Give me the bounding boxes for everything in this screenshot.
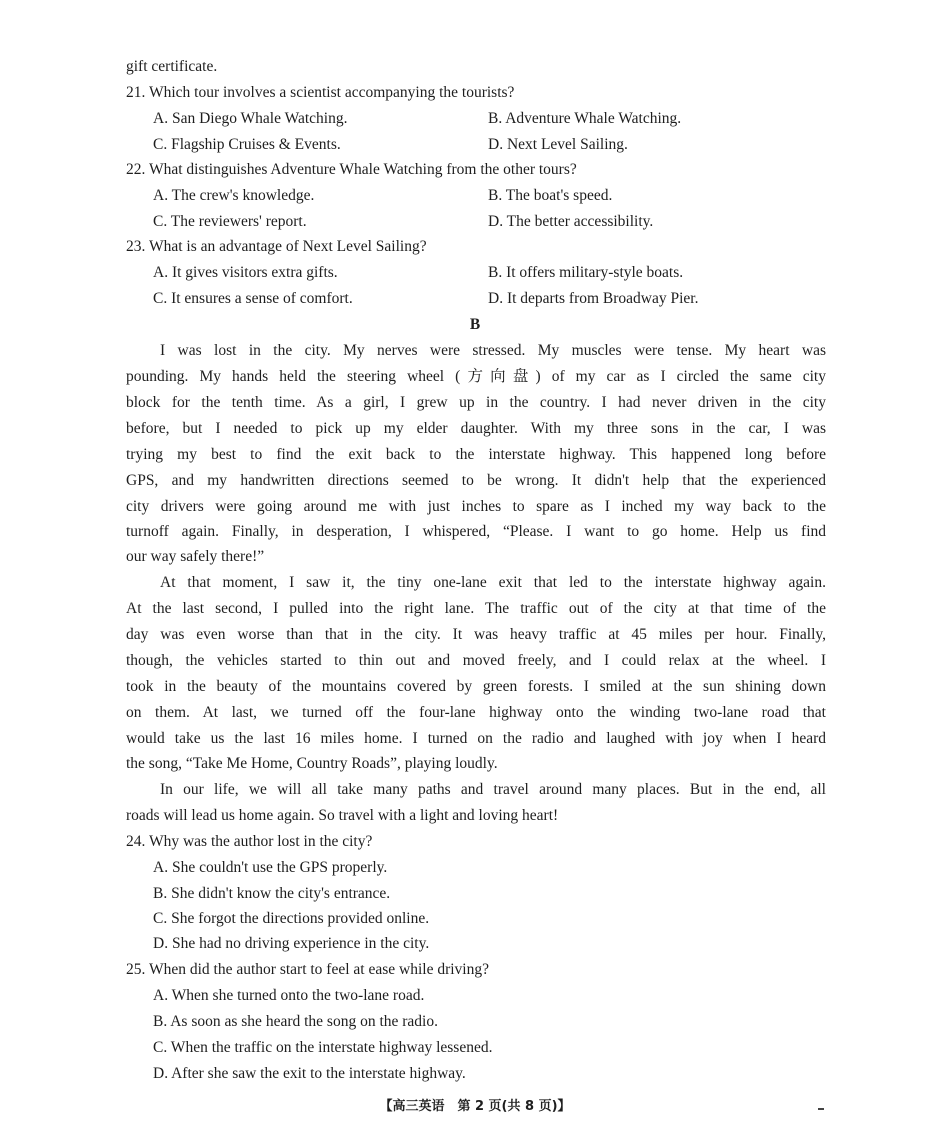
q24-option-d: D. She had no driving experience in the city.	[153, 935, 430, 952]
passage-line: though, the vehicles started to thin out and moved freely, and I could relax at the wheel. I	[126, 652, 826, 669]
q24-option-b: B. She didn't know the city's entrance.	[153, 885, 391, 902]
passage-line: on them. At last, we turned off the four-lane highway onto the winding two-lane road that	[126, 704, 826, 721]
scan-mark	[818, 1108, 824, 1110]
q24-option-a: A. She couldn't use the GPS properly.	[153, 859, 388, 876]
passage-line: turnoff again. Finally, in desperation, I whispered, “Please. I want to go home. Help us find	[126, 523, 826, 540]
q23-option-b: B. It offers military-style boats.	[488, 264, 684, 281]
passage-line: pounding. My hands held the steering wheel (方向盘) of my car as I circled the same city	[126, 368, 826, 385]
question-25: 25. When did the author start to feel at ease while driving?	[126, 961, 489, 978]
passage-line: At that moment, I saw it, the tiny one-lane exit that led to the interstate highway again.	[160, 574, 826, 591]
carryover-text: gift certificate.	[126, 58, 218, 75]
q25-option-d: D. After she saw the exit to the interstate highway.	[153, 1065, 466, 1082]
passage-line: I was lost in the city. My nerves were stressed. My muscles were tense. My heart was	[160, 342, 826, 359]
q22-option-b: B. The boat's speed.	[488, 187, 613, 204]
q22-option-c: C. The reviewers' report.	[153, 213, 307, 230]
question-22: 22. What distinguishes Adventure Whale Watching from the other tours?	[126, 161, 577, 178]
q21-option-d: D. Next Level Sailing.	[488, 136, 628, 153]
passage-line: trying my best to find the exit back to the interstate highway. This happened long before	[126, 446, 826, 463]
q25-option-c: C. When the traffic on the interstate highway lessened.	[153, 1039, 493, 1056]
passage-line: In our life, we will all take many paths and travel around many places. But in the end, all	[160, 781, 826, 798]
q21-option-c: C. Flagship Cruises & Events.	[153, 136, 341, 153]
question-24: 24. Why was the author lost in the city?	[126, 833, 373, 850]
passage-line: day was even worse than that in the city. It was heavy traffic at 45 miles per hour. Finally,	[126, 626, 826, 643]
q23-option-d: D. It departs from Broadway Pier.	[488, 290, 699, 307]
q23-option-a: A. It gives visitors extra gifts.	[153, 264, 338, 281]
q25-option-a: A. When she turned onto the two-lane road.	[153, 987, 425, 1004]
question-21: 21. Which tour involves a scientist accompanying the tourists?	[126, 84, 515, 101]
passage-line: block for the tenth time. As a girl, I grew up in the country. I had never driven in the city	[126, 394, 826, 411]
q25-option-b: B. As soon as she heard the song on the radio.	[153, 1013, 438, 1030]
passage-line: GPS, and my handwritten directions seemed to be wrong. It didn't help that the experienced	[126, 472, 826, 489]
q22-option-d: D. The better accessibility.	[488, 213, 654, 230]
passage-line: At the last second, I pulled into the right lane. The traffic out of the city at that time of the	[126, 600, 826, 617]
q24-option-c: C. She forgot the directions provided online.	[153, 910, 430, 927]
passage-line: took in the beauty of the mountains covered by green forests. I smiled at the sun shining down	[126, 678, 826, 695]
passage-line: before, but I needed to pick up my elder daughter. With my three sons in the car, I was	[126, 420, 826, 437]
passage-line: would take us the last 16 miles home. I turned on the radio and laughed with joy when I heard	[126, 730, 826, 747]
page-footer: 【高三英语 第 2 页(共 8 页)】	[379, 1099, 571, 1114]
q21-option-b: B. Adventure Whale Watching.	[488, 110, 682, 127]
q21-option-a: A. San Diego Whale Watching.	[153, 110, 348, 127]
passage-line: our way safely there!”	[126, 548, 265, 565]
question-23: 23. What is an advantage of Next Level Sailing?	[126, 238, 427, 255]
section-heading-b: B	[469, 316, 481, 333]
q22-option-a: A. The crew's knowledge.	[153, 187, 315, 204]
passage-line: city drivers were going around me with just inches to spare as I inched my way back to the	[126, 498, 826, 515]
passage-line: the song, “Take Me Home, Country Roads”, playing loudly.	[126, 755, 498, 772]
q23-option-c: C. It ensures a sense of comfort.	[153, 290, 353, 307]
passage-line: roads will lead us home again. So travel with a light and loving heart!	[126, 807, 559, 824]
